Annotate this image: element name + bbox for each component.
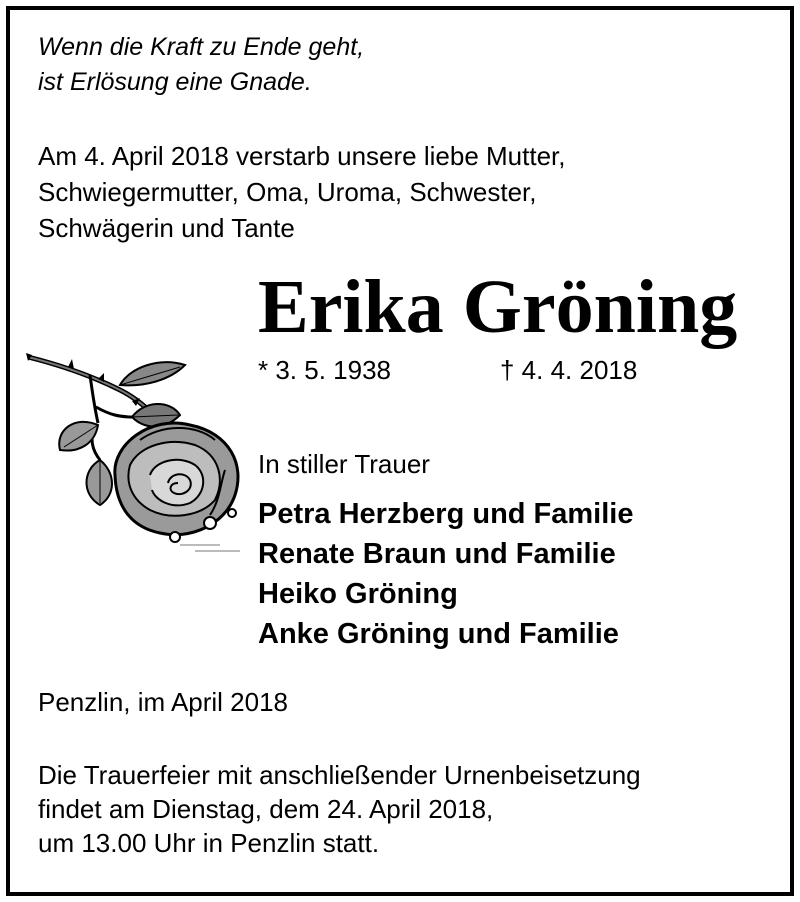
family-member: Heiko Gröning — [258, 578, 458, 610]
announcement-line: Am 4. April 2018 verstarb unsere liebe Mutter, — [38, 141, 566, 171]
announcement-line: Schwiegermutter, Oma, Uroma, Schwester, — [38, 177, 537, 207]
family-list — [258, 494, 634, 654]
place-date: Penzlin, im April 2018 — [38, 687, 289, 717]
deceased-name: Erika Gröning — [258, 265, 738, 349]
family-member: Renate Braun und Familie — [258, 538, 616, 570]
birth-date: * 3. 5. 1938 — [258, 355, 391, 385]
rose-icon — [20, 345, 260, 560]
death-date: † 4. 4. 2018 — [500, 355, 638, 385]
mourning-line: In stiller Trauer — [258, 449, 430, 479]
funeral-line: findet am Dienstag, dem 24. April 2018, — [38, 794, 494, 824]
funeral-line: Die Trauerfeier mit anschließender Urnenbeisetzung — [38, 760, 641, 790]
motto-verse — [38, 30, 364, 100]
family-member: Petra Herzberg und Familie — [258, 498, 634, 530]
motto-line: ist Erlösung eine Gnade. — [38, 68, 312, 96]
funeral-notice — [38, 758, 641, 860]
funeral-line: um 13.00 Uhr in Penzlin statt. — [38, 828, 380, 858]
family-member: Anke Gröning und Familie — [258, 618, 619, 650]
announcement-line: Schwägerin und Tante — [38, 213, 295, 243]
death-announcement — [38, 138, 566, 246]
motto-line: Wenn die Kraft zu Ende geht, — [38, 33, 365, 61]
